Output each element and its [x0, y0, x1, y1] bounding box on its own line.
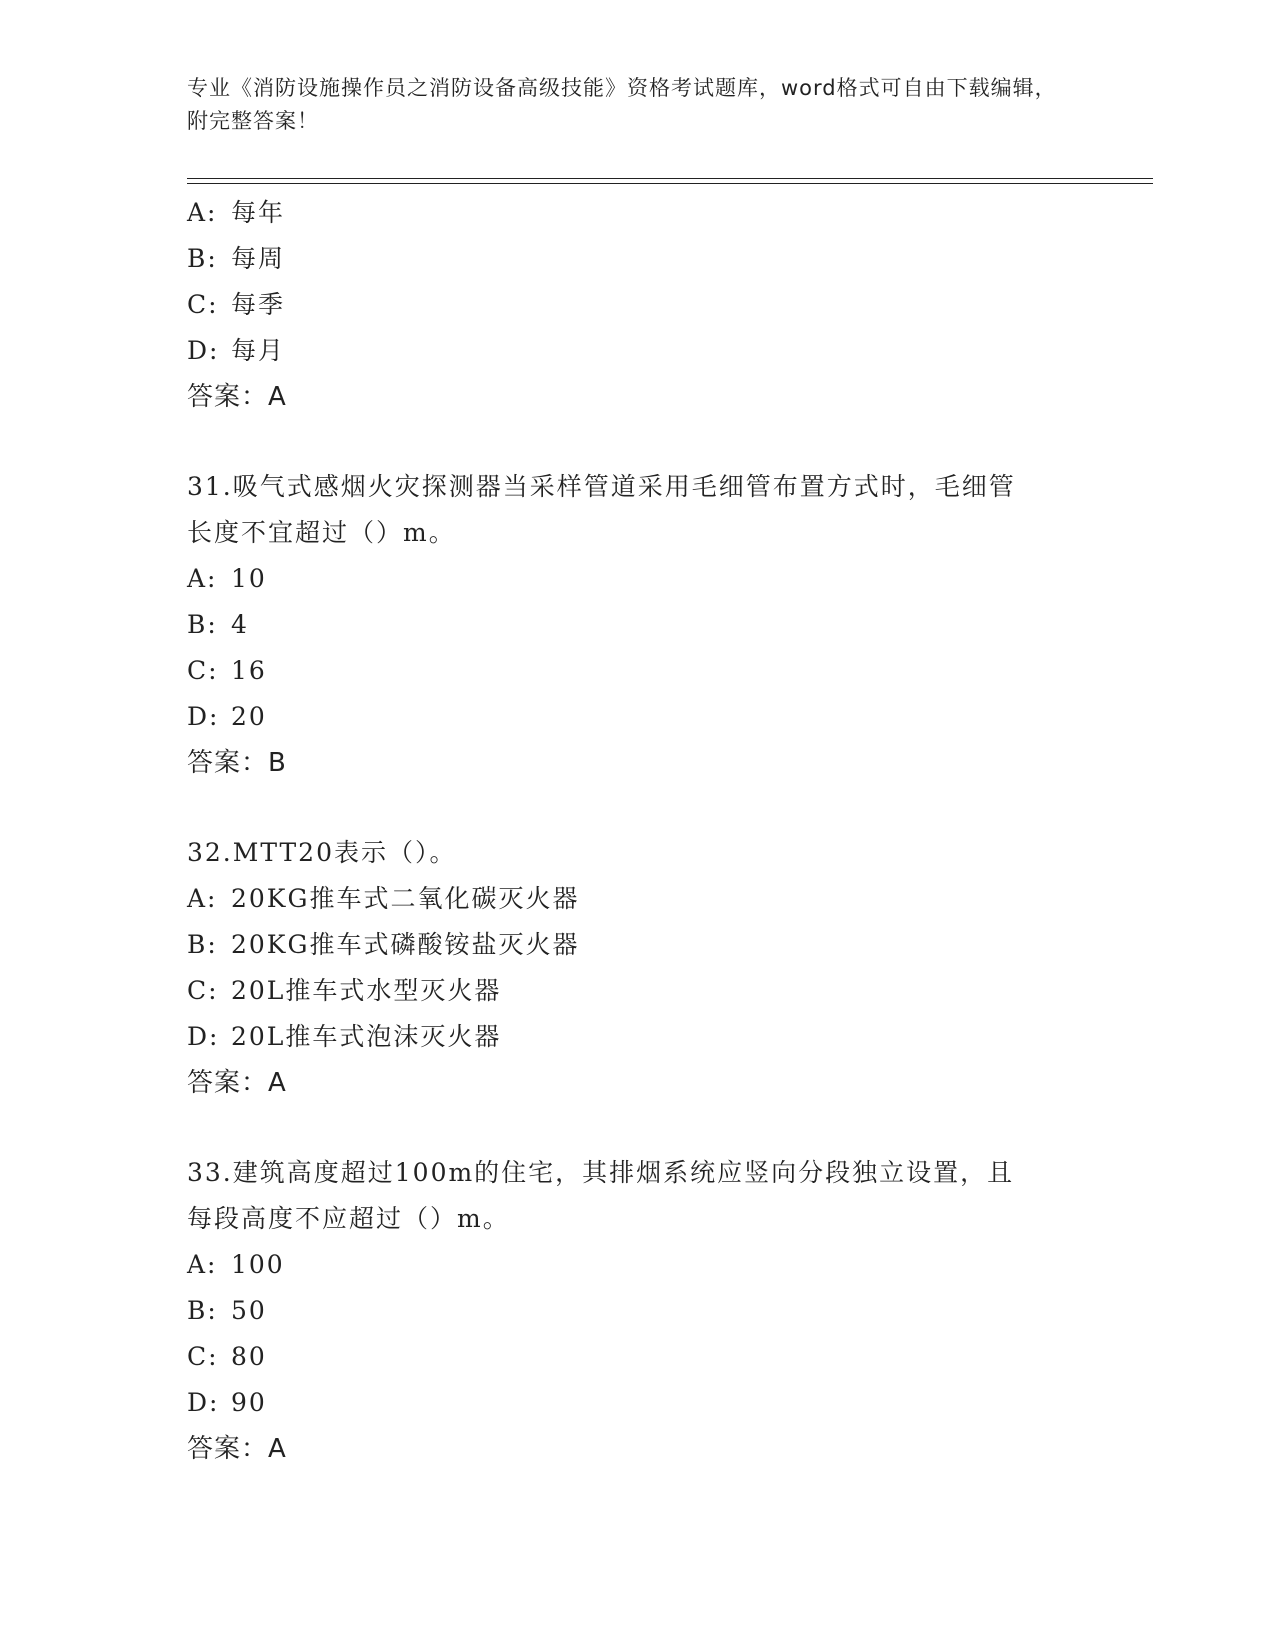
option-label: A:: [187, 198, 218, 227]
option-text: 10: [231, 564, 267, 593]
option-a: [187, 876, 1087, 922]
option-text: 4: [231, 610, 249, 639]
option-label: A:: [187, 1250, 218, 1279]
option-text: 90: [231, 1388, 267, 1417]
option-c: [187, 968, 1087, 1014]
option-text: 每年: [231, 198, 286, 227]
option-label: D:: [187, 1388, 220, 1417]
header-rule-bottom: [187, 183, 1153, 184]
option-label: D:: [187, 702, 220, 731]
option-c: [187, 1334, 1087, 1380]
option-c: [187, 648, 1087, 694]
option-text: 100: [231, 1250, 285, 1279]
option-b: [187, 602, 1087, 648]
answer-line: 答案：A: [187, 382, 287, 412]
option-text: 每周: [231, 244, 286, 273]
option-d: [187, 1014, 1087, 1060]
option-b: [187, 1288, 1087, 1334]
option-text: 50: [231, 1296, 267, 1325]
question-block-31: [187, 464, 1087, 786]
question-stem: [187, 830, 1077, 876]
option-text: 20L推车式泡沫灭火器: [231, 1022, 502, 1051]
option-d: [187, 1380, 1087, 1426]
option-d: [187, 694, 1087, 740]
question-stem-line: 31.吸气式感烟火灾探测器当采样管道采用毛细管布置方式时，毛细管: [187, 472, 1016, 501]
option-label: C:: [187, 290, 219, 319]
question-stem-line: 每段高度不应超过（）m。: [187, 1204, 510, 1233]
option-label: C:: [187, 656, 219, 685]
question-stem-line: 33.建筑高度超过100m的住宅，其排烟系统应竖向分段独立设置，且: [187, 1158, 1015, 1187]
answer-line: 答案：A: [187, 1434, 287, 1464]
option-text: 20: [231, 702, 267, 731]
option-label: B:: [187, 930, 218, 959]
option-text: 20KG推车式磷酸铵盐灭火器: [231, 930, 580, 959]
option-label: A:: [187, 564, 218, 593]
option-label: A:: [187, 884, 218, 913]
option-label: D:: [187, 336, 220, 365]
option-b: [187, 236, 1087, 282]
option-text: 每季: [231, 290, 286, 319]
question-list: [187, 190, 1087, 1472]
answer-line: 答案：B: [187, 748, 287, 778]
question-block-33: [187, 1150, 1087, 1472]
question-block-32: [187, 830, 1087, 1106]
document-header: 专业《消防设施操作员之消防设备高级技能》资格考试题库，word格式可自由下载编辑，附完整答案！: [187, 76, 1057, 133]
option-label: B:: [187, 610, 218, 639]
option-d: [187, 328, 1087, 374]
option-label: D:: [187, 1022, 220, 1051]
option-label: B:: [187, 244, 218, 273]
option-label: B:: [187, 1296, 218, 1325]
option-a: [187, 556, 1087, 602]
question-stem: [187, 1150, 1077, 1242]
option-text: 每月: [231, 336, 286, 365]
option-text: 20L推车式水型灭火器: [231, 976, 502, 1005]
option-c: [187, 282, 1087, 328]
option-label: C:: [187, 976, 219, 1005]
question-stem-line: 长度不宜超过（）m。: [187, 518, 456, 547]
option-label: C:: [187, 1342, 219, 1371]
option-text: 16: [231, 656, 267, 685]
option-a: [187, 1242, 1087, 1288]
question-stem: [187, 464, 1077, 556]
option-b: [187, 922, 1087, 968]
option-a: [187, 190, 1087, 236]
header-rule-top: [187, 178, 1153, 179]
option-text: 80: [231, 1342, 267, 1371]
option-text: 20KG推车式二氧化碳灭火器: [231, 884, 580, 913]
question-block-30: [187, 190, 1087, 420]
question-stem-line: 32.MTT20表示（）。: [187, 838, 457, 867]
answer-line: 答案：A: [187, 1068, 287, 1098]
